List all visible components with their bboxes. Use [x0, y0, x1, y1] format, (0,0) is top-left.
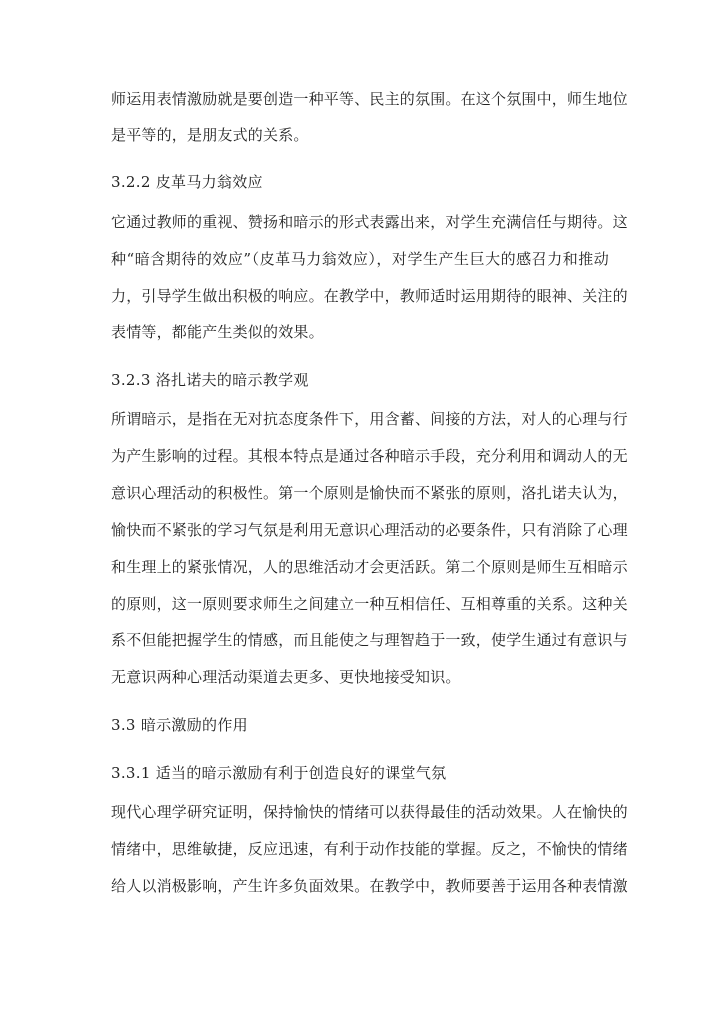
paragraph-line: 的原则，这一原则要求师生之间建立一种互相信任、互相尊重的关系。这种关 — [111, 595, 628, 613]
paragraph-line: 所谓暗示，是指在无对抗态度条件下，用含蓄、间接的方法，对人的心理与行 — [111, 410, 628, 428]
paragraph-line: 和生理上的紧张情况，人的思维活动才会更活跃。第二个原则是师生互相暗示 — [111, 558, 628, 576]
paragraph-line: 现代心理学研究证明，保持愉快的情绪可以获得最佳的活动效果。人在愉快的 — [111, 803, 628, 821]
paragraph-line: 是平等的，是朋友式的关系。 — [111, 126, 309, 144]
paragraph-line: 给人以消极影响，产生许多负面效果。在教学中，教师要善于运用各种表情激 — [111, 877, 628, 895]
paragraph-line: 为产生影响的过程。其根本特点是通过各种暗示手段，充分利用和调动人的无 — [111, 447, 628, 465]
section-heading: 3.2.2 皮革马力翁效应 — [111, 173, 263, 191]
paragraph-line: 无意识两种心理活动渠道去更多、更快地接受知识。 — [111, 668, 461, 686]
paragraph-line: 师运用表情激励就是要创造一种平等、民主的氛围。在这个氛围中，师生地位 — [111, 90, 628, 108]
paragraph-line: 种“暗含期待的效应”（皮革马力翁效应），对学生产生巨大的感召力和推动 — [111, 250, 609, 268]
subsection-heading: 3.3.1 适当的暗示激励有利于创造良好的课堂气氛 — [111, 764, 447, 782]
paragraph-line: 愉快而不紧张的学习气氛是利用无意识心理活动的必要条件，只有消除了心理 — [111, 521, 628, 539]
paragraph-line: 情绪中，思维敏捷，反应迅速，有利于动作技能的掌握。反之，不愉快的情绪 — [111, 840, 628, 858]
paragraph-line: 系不但能把握学生的情感，而且能使之与理智趋于一致，使学生通过有意识与 — [111, 631, 628, 649]
paragraph-line: 意识心理活动的积极性。第一个原则是愉快而不紧张的原则，洛扎诺夫认为， — [111, 484, 628, 502]
paragraph-line: 表情等，都能产生类似的效果。 — [111, 323, 324, 341]
section-heading: 3.2.3 洛扎诺夫的暗示教学观 — [111, 371, 309, 389]
section-heading: 3.3 暗示激励的作用 — [111, 716, 248, 734]
paragraph-line: 它通过教师的重视、赞扬和暗示的形式表露出来，对学生充满信任与期待。这 — [111, 213, 628, 231]
paragraph-line: 力，引导学生做出积极的响应。在教学中，教师适时运用期待的眼神、关注的 — [111, 287, 628, 305]
